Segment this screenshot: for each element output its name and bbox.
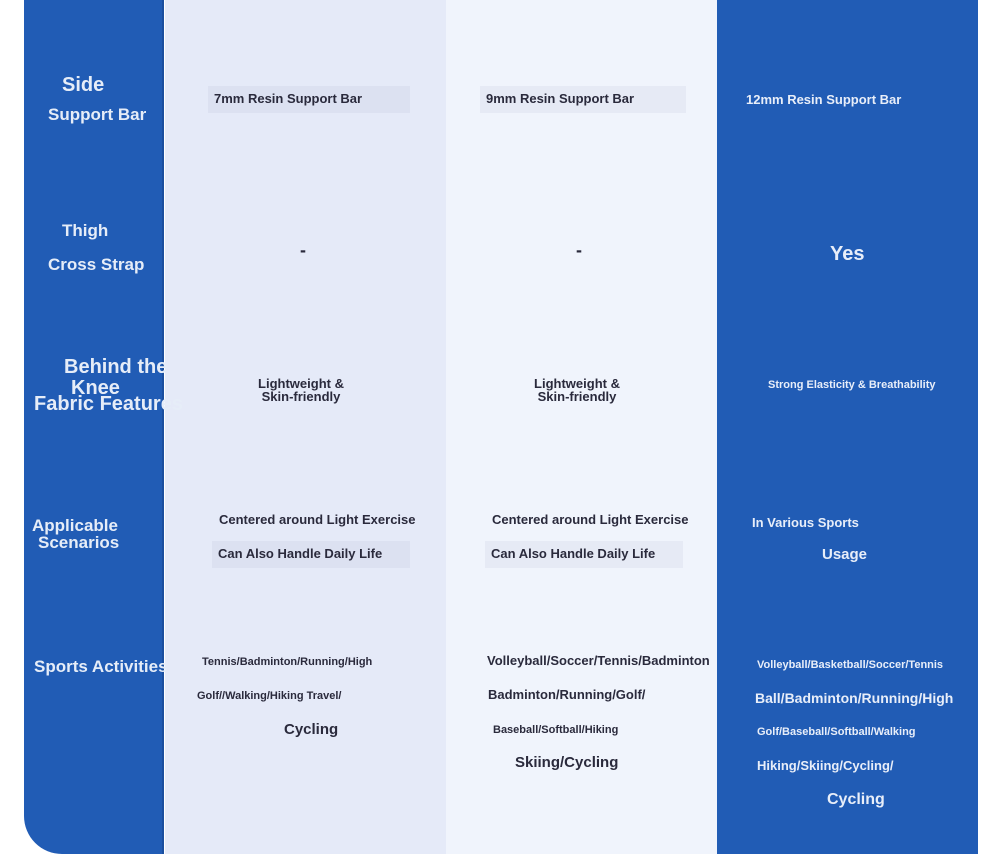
scenarios-9mm-line2: Can Also Handle Daily Life bbox=[485, 541, 683, 568]
strap-7mm-value: - bbox=[300, 240, 306, 260]
row-label-scenarios-line2: Scenarios bbox=[38, 533, 120, 552]
sports-9mm-line1: Volleyball/Soccer/Tennis/Badminton bbox=[487, 653, 710, 668]
fabric-12mm-value: Strong Elasticity & Breathability bbox=[768, 379, 936, 391]
strap-12mm-value: Yes bbox=[830, 243, 865, 265]
fabric-9mm-line2: Skin-friendly bbox=[537, 389, 617, 404]
sports-9mm-line2: Badminton/Running/Golf/ bbox=[488, 687, 646, 702]
fabric-7mm-line1: Lightweight & bbox=[258, 376, 344, 391]
support-9mm-value: 9mm Resin Support Bar bbox=[480, 86, 686, 113]
strap-9mm-value: - bbox=[576, 240, 582, 260]
sports-7mm-line3: Cycling bbox=[284, 721, 339, 738]
scenarios-7mm-line1: Centered around Light Exercise bbox=[219, 512, 416, 527]
sports-9mm-line4: Skiing/Cycling bbox=[515, 754, 619, 771]
row-label-support-line2: Support Bar bbox=[48, 105, 147, 124]
scenarios-12mm-line1: In Various Sports bbox=[752, 515, 859, 530]
sports-12mm-line3: Golf/Baseball/Softball/Walking bbox=[757, 726, 916, 738]
row-label-support-line1: Side bbox=[62, 74, 105, 96]
sports-12mm-line2: Ball/Badminton/Running/High bbox=[755, 690, 954, 706]
feature-label-column bbox=[24, 0, 164, 854]
scenarios-9mm-line1: Centered around Light Exercise bbox=[492, 512, 689, 527]
row-label-strap-line2: Cross Strap bbox=[48, 255, 145, 274]
row-label-scenarios-line1: Applicable bbox=[32, 516, 118, 535]
row-label-fabric-line2: Knee bbox=[71, 377, 120, 399]
row-label-fabric-line1: Behind the bbox=[64, 356, 168, 378]
scenarios-7mm-line2: Can Also Handle Daily Life bbox=[212, 541, 410, 568]
row-label-sports: Sports Activities bbox=[34, 657, 168, 676]
sports-12mm-line1: Volleyball/Basketball/Soccer/Tennis bbox=[757, 659, 944, 671]
sports-9mm-line3: Baseball/Softball/Hiking bbox=[493, 724, 619, 736]
scenarios-12mm-line2: Usage bbox=[822, 546, 868, 563]
row-label-strap-line1: Thigh bbox=[62, 221, 109, 240]
sports-12mm-line4: Hiking/Skiing/Cycling/ bbox=[757, 758, 894, 773]
sports-7mm-line2: Golf//Walking/Hiking Travel/ bbox=[197, 690, 342, 702]
row-label-fabric-line3: Fabric Features bbox=[34, 393, 183, 415]
support-12mm-value: 12mm Resin Support Bar bbox=[746, 92, 902, 107]
sports-7mm-line1: Tennis/Badminton/Running/High bbox=[202, 656, 373, 668]
fabric-9mm-line1: Lightweight & bbox=[534, 376, 620, 391]
fabric-7mm-line2: Skin-friendly bbox=[261, 389, 341, 404]
sports-12mm-line5: Cycling bbox=[827, 791, 885, 808]
support-7mm-value: 7mm Resin Support Bar bbox=[208, 86, 410, 113]
